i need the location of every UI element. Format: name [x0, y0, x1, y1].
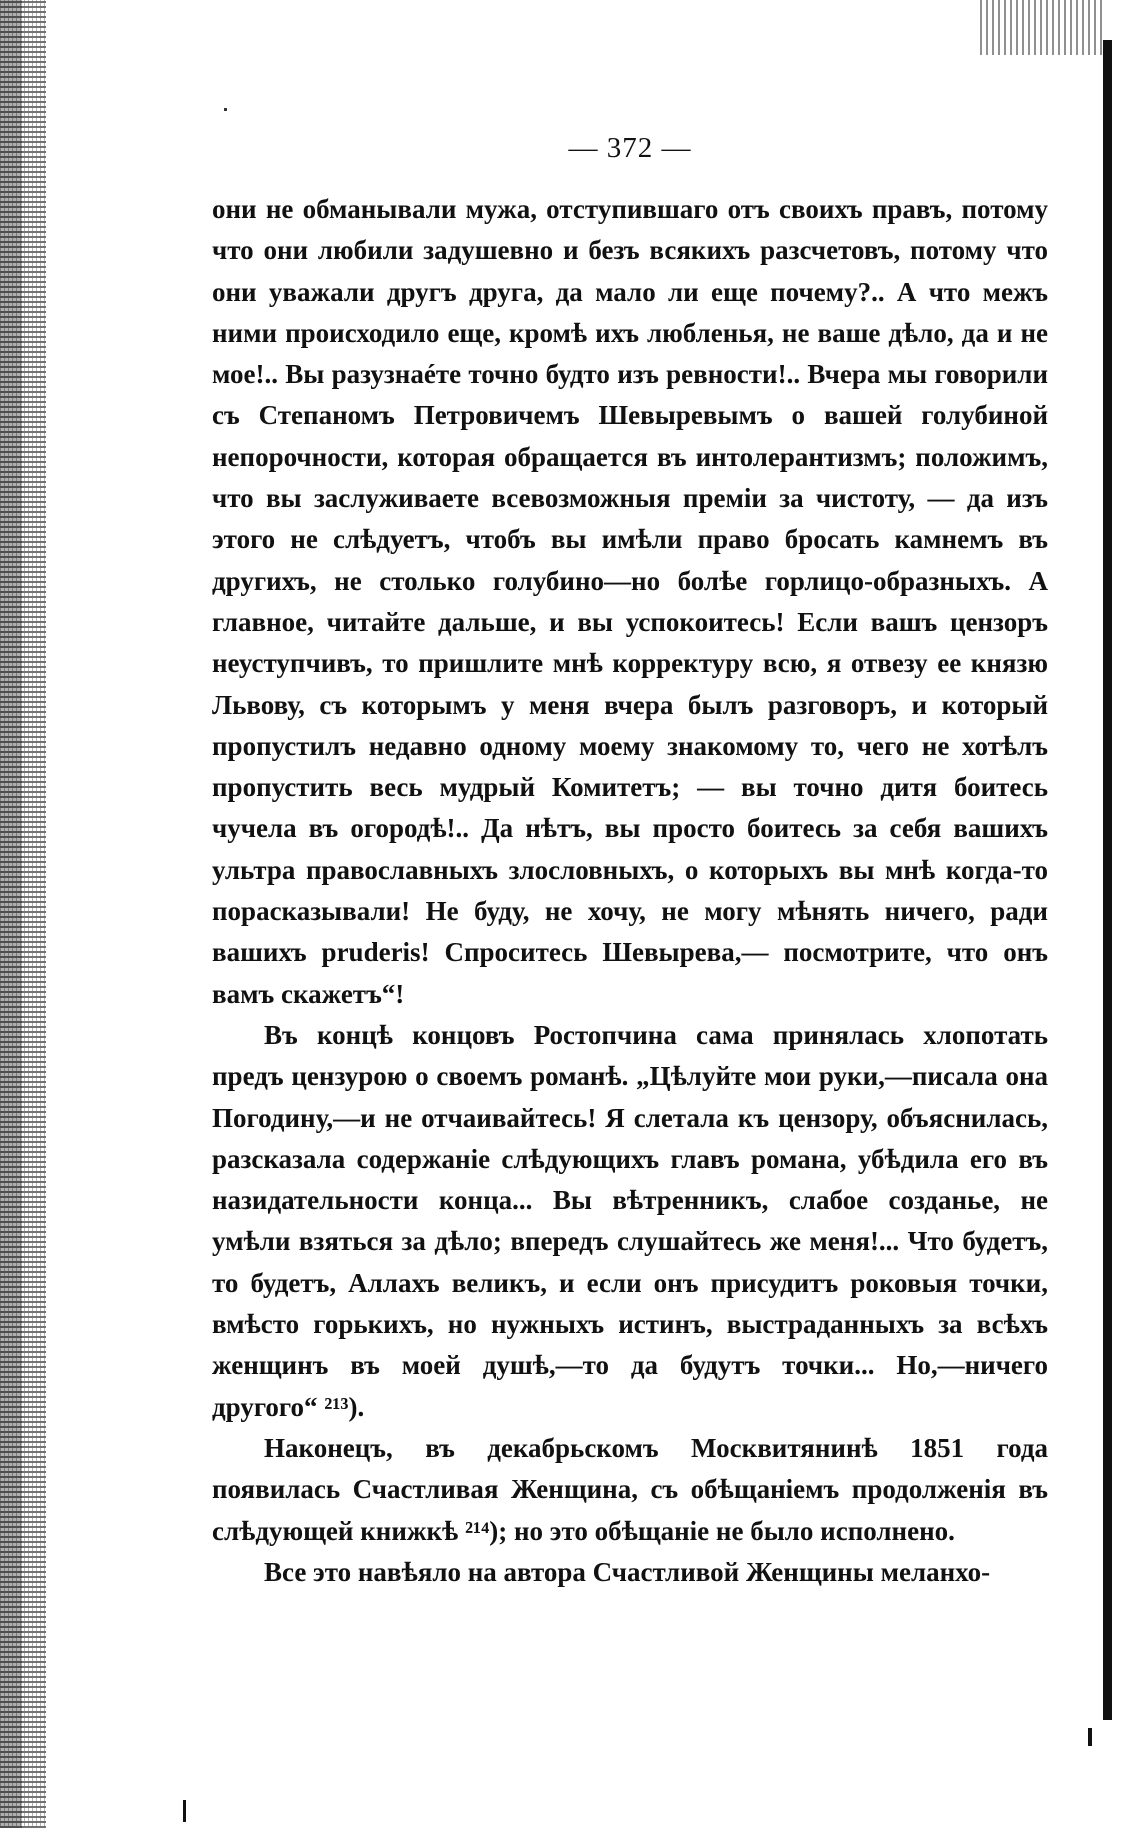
paragraph-3: Наконецъ, въ декабрьскомъ Москвитянинѣ 1851 года появилась Счастливая Женщина, съ обѣщаніемъ продолженія въ слѣдующей книжкѣ ²¹⁴); но это обѣщаніе не было исполнено.: [212, 1432, 1048, 1546]
paragraph-2: Въ концѣ концовъ Ростопчина сама принялась хлопотать предъ цензурою о своемъ романѣ. „Цѣлуйте мои руки,—писала она Погодину,—и не отчаивайтесь! Я слетала къ цензору, объяснилась, разсказала содержаніе слѣдующихъ главъ романа, убѣдила его въ назидательности конца... Вы вѣтренникъ, слабое созданье, не умѣли взяться за дѣло; впередъ слушайтесь же меня!... Что будетъ, то будетъ, Аллахъ великъ, и если онъ присудитъ роковыя точки, вмѣсто горькихъ, но нужныхъ истинъ, выстраданныхъ за всѣхъ женщинъ въ моей душѣ,—то да будутъ точки... Но,—ничего другого“ ²¹³).: [212, 1019, 1048, 1422]
book-page: [212, 132, 1048, 1593]
paragraph-4: Все это навѣяло на автора Счастливой Женщины меланхо-: [264, 1556, 991, 1587]
scan-speck: [224, 108, 227, 111]
page-body: [212, 189, 1048, 1593]
scan-edge-left: [0, 0, 46, 1828]
scan-mark-bottom-right: [1088, 1728, 1092, 1746]
scan-border-right: [1103, 40, 1112, 1720]
paragraph-1: они не обманывали мужа, отступившаго отъ своихъ правъ, потому что они любили задушевно и безъ всякихъ разсчетовъ, потому что они уважали другъ друга, да мало ли еще почему?.. А что межъ ними происходило еще, кромѣ ихъ любленья, не ваше дѣло, да и не мое!.. Вы разузнаéте точно будто изъ ревности!.. Вчера мы говорили съ Степаномъ Петровичемъ Шевыревымъ о вашей голубиной непорочности, которая обращается въ интолерантизмъ; положимъ, что вы заслуживаете всевозможныя преміи за чистоту, — да изъ этого не слѣдуетъ, чтобъ вы имѣли право бросать камнемъ въ другихъ, не столько голубино—но болѣе горлицо-образныхъ. А главное, читайте дальше, и вы успокоитесь! Если вашъ цензоръ неуступчивъ, то пришлите мнѣ корректуру всю, я отвезу ее князю Львову, съ которымъ у меня вчера былъ разговоръ, и который пропустилъ недавно одному моему знакомому то, чего не хотѣлъ пропустить весь мудрый Комитетъ; — вы точно дитя боитесь чучела въ огородѣ!.. Да нѣтъ, вы просто боитесь за себя вашихъ ультра православныхъ злословныхъ, о которыхъ вы мнѣ когда-то порасказывали! Не буду, не хочу, не могу мѣнять ничего, ради вашихъ pruderis! Спроситесь Шевырева,— посмотрите, что онъ вамъ скажетъ“!: [212, 194, 1048, 1009]
scan-mark-bottom-left: [183, 1800, 186, 1822]
page-number: — 372 —: [568, 132, 692, 164]
